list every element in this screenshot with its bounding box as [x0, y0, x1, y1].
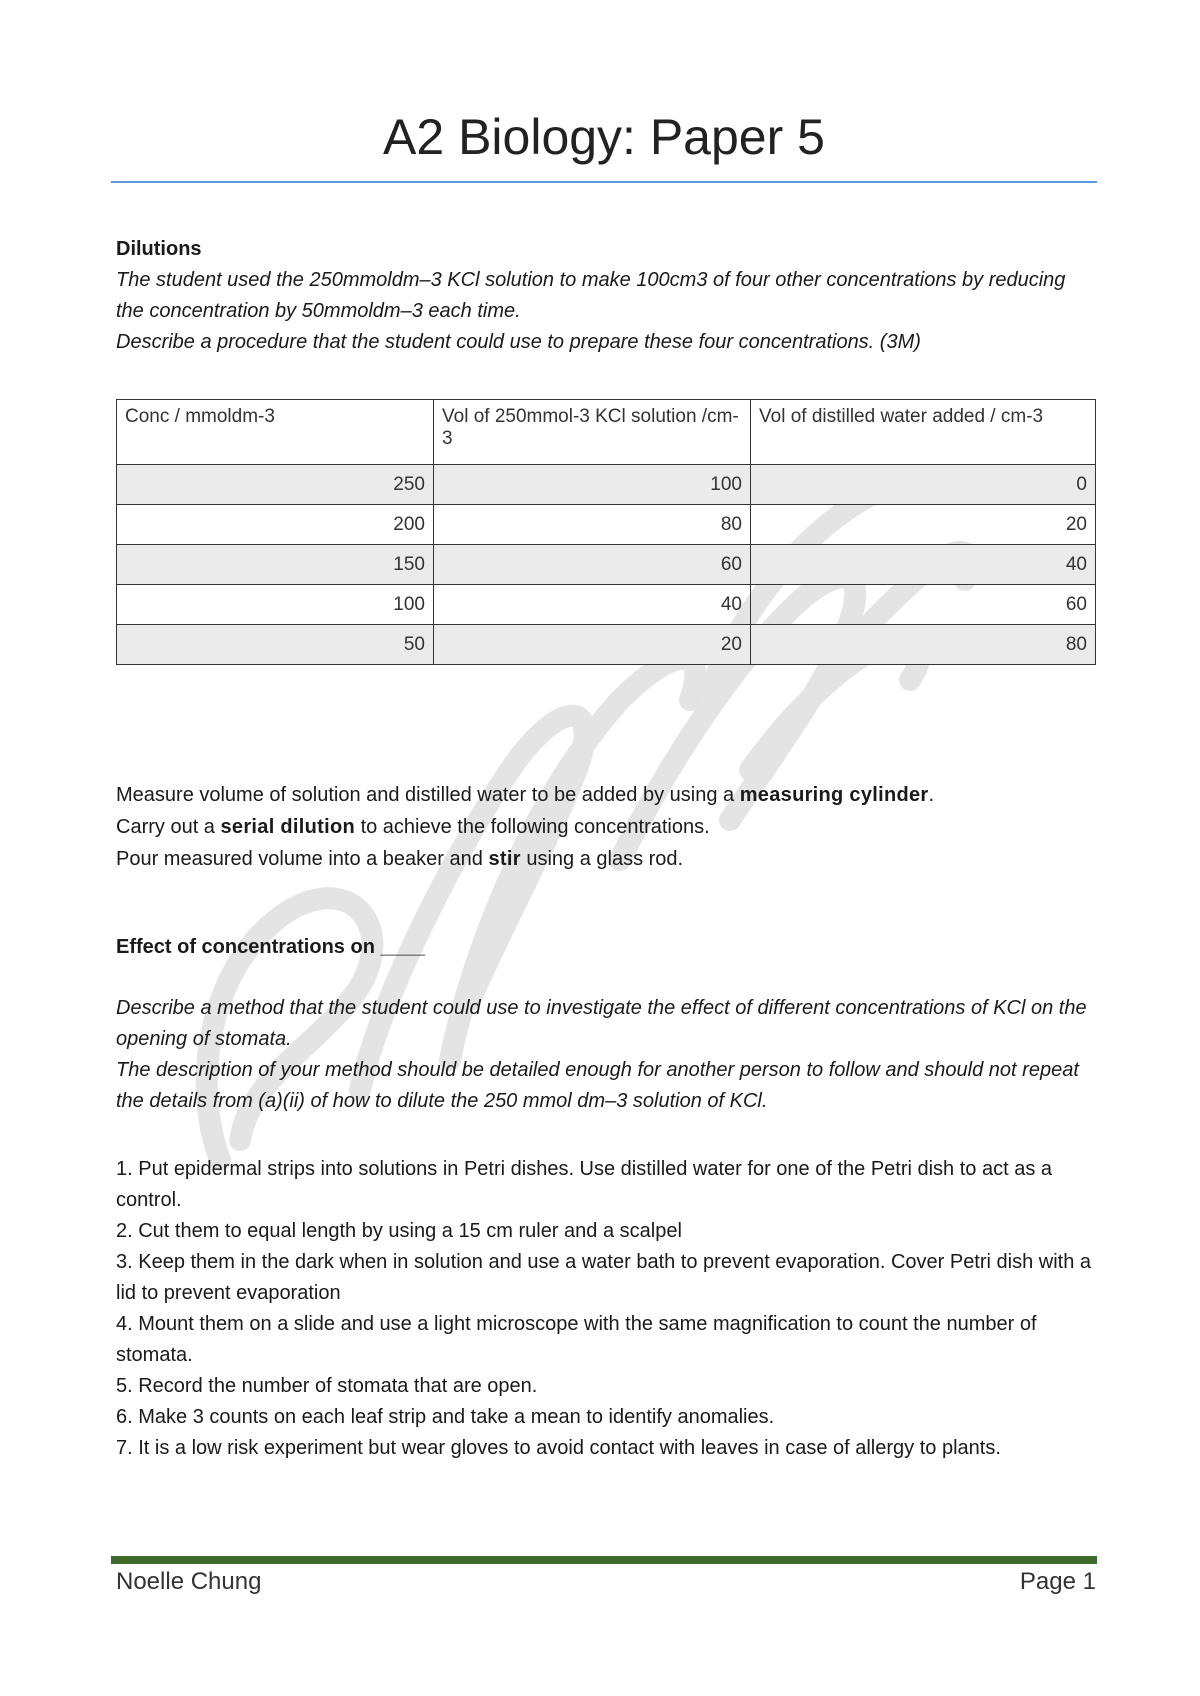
cell-conc: 150: [117, 545, 434, 585]
cell-kcl: 80: [434, 505, 751, 545]
cell-conc: 50: [117, 625, 434, 665]
header-water-volume: Vol of distilled water added / cm-3: [751, 400, 1096, 465]
footer-author: Noelle Chung: [116, 1568, 262, 1595]
dilutions-prompt-line-1: The student used the 250mmoldm–3 KCl solution to make 100cm3 of four other concentrations by reducing the concentration by 50mmoldm–3 each time.: [116, 269, 1066, 322]
dilutions-prompt: [116, 265, 1096, 358]
keyword-measuring-cylinder: measuring cylinder: [739, 784, 929, 806]
keyword-stir: stir: [488, 848, 521, 870]
cell-kcl: 100: [434, 465, 751, 505]
cell-conc: 250: [117, 465, 434, 505]
answer-line-1: Measure volume of solution and distilled water to be added by using a measuring cylinder.: [116, 784, 935, 806]
footer-divider: [111, 1556, 1097, 1564]
dilutions-section: [116, 234, 1096, 358]
dilution-table: [116, 399, 1096, 665]
answer-line-3: Pour measured volume into a beaker and stir using a glass rod.: [116, 848, 684, 870]
method-steps: [116, 1154, 1096, 1464]
table-row: [117, 505, 1096, 545]
dilutions-heading: Dilutions: [116, 238, 202, 260]
table-row: [117, 465, 1096, 505]
title-divider: [111, 181, 1097, 183]
cell-water: 60: [751, 585, 1096, 625]
table-row: [117, 625, 1096, 665]
cell-water: 0: [751, 465, 1096, 505]
cell-kcl: 60: [434, 545, 751, 585]
cell-water: 40: [751, 545, 1096, 585]
dilutions-answer: [116, 779, 1096, 875]
answer-line-2: Carry out a serial dilution to achieve the following concentrations.: [116, 816, 710, 838]
footer-page-number: Page 1: [1019, 1568, 1096, 1595]
list-item: 6. Make 3 counts on each leaf strip and take a mean to identify anomalies.: [116, 1406, 775, 1428]
effect-prompt-line-1: Describe a method that the student could use to investigate the effect of different concentrations of KCl on the opening of stomata.: [116, 997, 1087, 1050]
effect-heading-block: [116, 932, 1096, 963]
list-item: 4. Mount them on a slide and use a light microscope with the same magnification to count the number of stomata.: [116, 1313, 1037, 1366]
list-item: 7. It is a low risk experiment but wear gloves to avoid contact with leaves in case of allergy to plants.: [116, 1437, 1001, 1459]
page-title: A2 Biology: Paper 5: [383, 109, 825, 165]
table-row: [117, 545, 1096, 585]
cell-water: 80: [751, 625, 1096, 665]
keyword-serial-dilution: serial dilution: [220, 816, 356, 838]
effect-prompt: [116, 993, 1096, 1117]
effect-prompt-line-2: The description of your method should be detailed enough for another person to follow and should not repeat the details from (a)(ii) of how to dilute the 250 mmol dm–3 solution of KCl.: [116, 1059, 1079, 1112]
list-item: 2. Cut them to equal length by using a 15 cm ruler and a scalpel: [116, 1220, 682, 1242]
cell-water: 20: [751, 505, 1096, 545]
cell-kcl: 20: [434, 625, 751, 665]
cell-kcl: 40: [434, 585, 751, 625]
header-conc: Conc / mmoldm-3: [117, 400, 434, 465]
cell-conc: 200: [117, 505, 434, 545]
list-item: 1. Put epidermal strips into solutions in Petri dishes. Use distilled water for one of the Petri dish to act as a control.: [116, 1158, 1053, 1211]
cell-conc: 100: [117, 585, 434, 625]
list-item: 5. Record the number of stomata that are open.: [116, 1375, 538, 1397]
table-header-row: [117, 400, 1096, 465]
effect-heading: Effect of concentrations on ____: [116, 936, 425, 958]
dilutions-prompt-line-2: Describe a procedure that the student could use to prepare these four concentrations. (3M): [116, 331, 921, 353]
table-row: [117, 585, 1096, 625]
header-kcl-volume: Vol of 250mmol-3 KCl solution /cm-3: [434, 400, 751, 465]
list-item: 3. Keep them in the dark when in solution and use a water bath to prevent evaporation. Cover Petri dish with a lid to prevent evaporation: [116, 1251, 1092, 1304]
